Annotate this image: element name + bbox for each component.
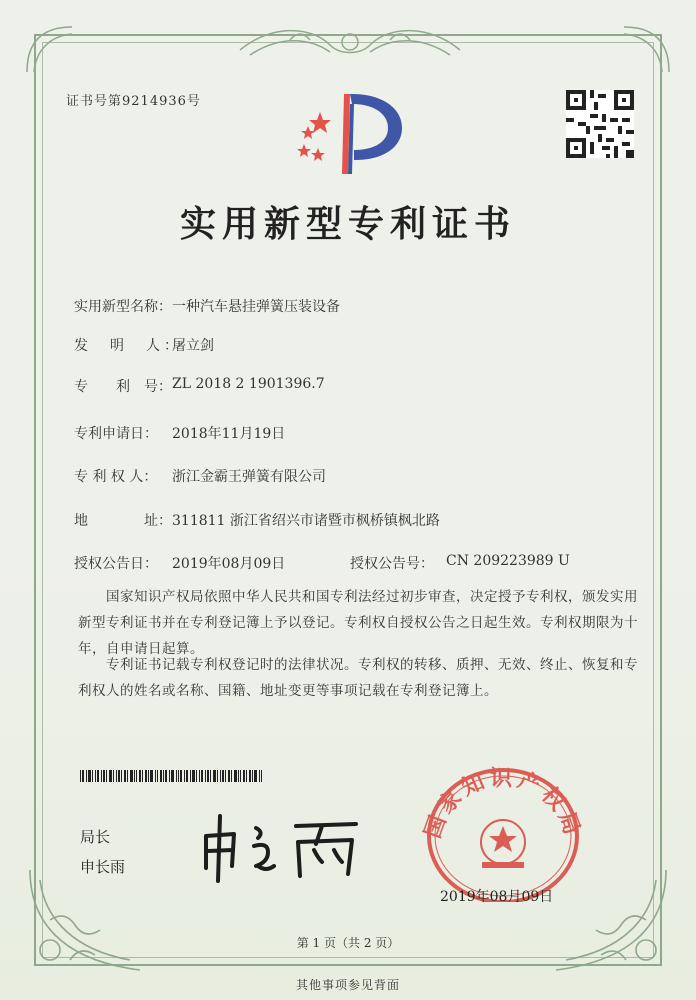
qr-code [566, 90, 634, 158]
field-label-address: 地 址： [74, 513, 172, 529]
grant-number-label: 授权公告号： [350, 556, 434, 572]
legal-status-note: 专利证书记载专利权登记时的法律状况。专利权的转移、质押、无效、终止、恢复和专利权人的姓名或名称、国籍、地址变更等事项记载在专利登记簿上。 [78, 657, 638, 699]
certificate-title: 实用新型专利证书 [179, 203, 516, 245]
field-value-filing-date: 2018年11月19日 [172, 426, 286, 442]
official-seal [418, 752, 588, 902]
field-label-filing-date: 专利申请日： [74, 426, 158, 442]
field-label-patentee: 专 利 权 人： [74, 469, 158, 485]
barcode [80, 770, 266, 782]
certificate-number: 证书号第9214936号 [66, 94, 201, 109]
grant-number-value: CN 209223989 U [446, 553, 570, 569]
page-number: 第 1 页（共 2 页） [296, 936, 400, 950]
field-label-name: 实用新型名称： [74, 299, 172, 315]
top-ornament [230, 20, 470, 70]
field-value-patent-no: ZL 2018 2 1901396.7 [172, 376, 325, 392]
field-label-inventor: 发 明 人： [74, 338, 182, 354]
patent-office-logo [290, 86, 410, 178]
seal-text: 国家知识产权局 [419, 765, 587, 842]
signatory-title: 局长 [80, 828, 111, 846]
corner-ornament-tl [22, 22, 82, 82]
field-value-name: 一种汽车悬挂弹簧压装设备 [172, 299, 340, 315]
seal-date: 2019年08月09日 [440, 889, 554, 905]
handwritten-signature [196, 806, 366, 886]
grant-statement: 国家知识产权局依照中华人民共和国专利法经过初步审查，决定授予专利权，颁发实用新型专利证书并在专利登记簿上予以登记。专利权自授权公告之日起生效。专利权期限为十年，自申请日起算。 [78, 589, 638, 657]
grant-date-label: 授权公告日： [74, 556, 158, 572]
signatory-name: 申长雨 [80, 858, 126, 876]
field-value-address: 311811 浙江省绍兴市诸暨市枫桥镇枫北路 [172, 513, 440, 529]
footer-note: 其他事项参见背面 [295, 978, 400, 992]
field-label-patent-no: 专 利 号： [74, 379, 172, 395]
bottom-left-ornament [20, 860, 150, 980]
grant-date-value: 2019年08月09日 [172, 556, 286, 572]
field-value-patentee: 浙江金霸王弹簧有限公司 [172, 469, 326, 485]
field-value-inventor: 屠立剑 [172, 338, 214, 354]
corner-ornament-tr [614, 22, 674, 82]
